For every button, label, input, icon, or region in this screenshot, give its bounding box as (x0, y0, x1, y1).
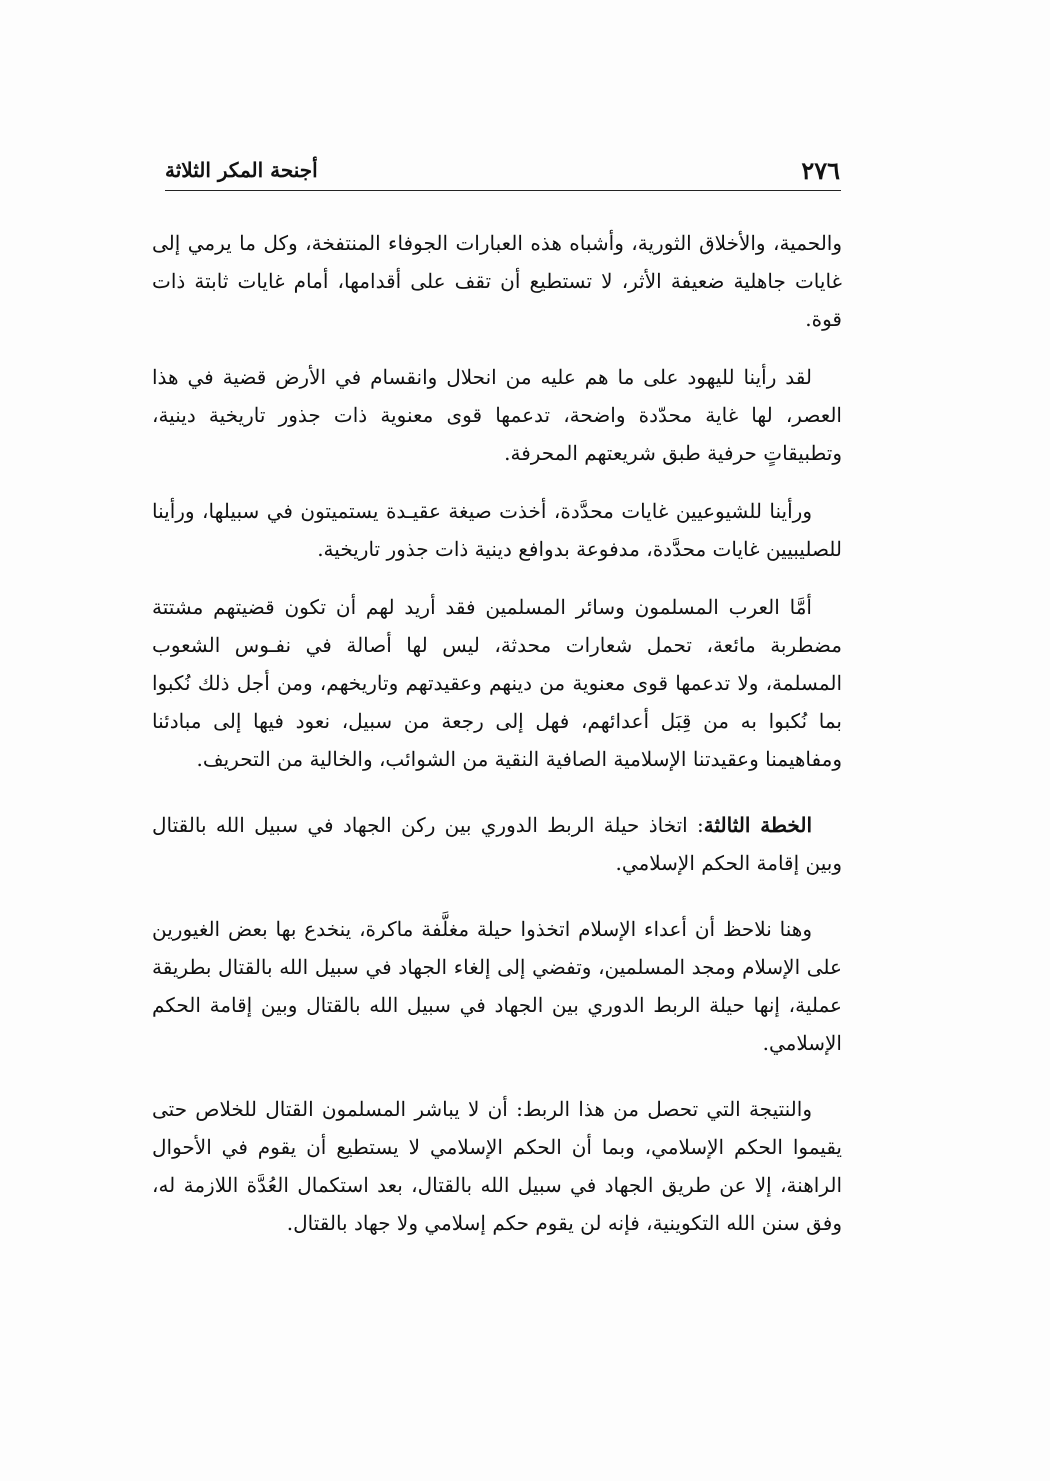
page-number: ٢٧٦ (801, 156, 840, 185)
section-heading (152, 806, 842, 882)
header-divider (165, 190, 841, 191)
paragraph-4: أمَّا العرب المسلمون وسائر المسلمين فقد أريد لهم أن تكون قضيتهم مشتتة مضطربة مائعة، تحمل شعارات محدثة، ليس لها أصالة في نفـوس الشعوب المسلمة، ولا تدعمها قوى معنوية من دينهم وعقيدتهم وتاريخهم، ومن أجل ذلك نُكبوا بما نُكبوا به من قِبَل أعدائهم، فهل إلى رجعة من سبيل، نعود فيها إلى مبادئنا ومفاهيمنا وعقيدتنا الإسلامية الصافية النقية من الشوائب، والخالية من التحريف. (152, 595, 842, 771)
paragraph-1: والحمية، والأخلاق الثورية، وأشباه هذه العبارات الجوفاء المنتفخة، وكل ما يرمي إلى غايات جاهلية ضعيفة الأثر، لا تستطيع أن تقف على أقدامها، أمام غايات ثابتة ذات قوة. (152, 231, 842, 331)
page-header (165, 152, 840, 188)
body-text (152, 224, 842, 1262)
section-text: : اتخاذ حيلة الربط الدوري بين ركن الجهاد في سبيل الله بالقتال وبين إقامة الحكم الإسلامي. (152, 813, 842, 875)
paragraph-6: والنتيجة التي تحصل من هذا الربط: أن لا يباشر المسلمون القتال للخلاص حتى يقيموا الحكم الإسلامي، وبما أن الحكم الإسلامي لا يستطيع أن يقوم في الأحوال الراهنة، إلا عن طريق الجهاد في سبيل الله بالقتال، بعد استكمال العُدَّة اللازمة له، وفق سنن الله التكوينية، فإنه لن يقوم حكم إسلامي ولا جهاد بالقتال. (152, 1097, 843, 1235)
paragraph-5: وهنا نلاحظ أن أعداء الإسلام اتخذوا حيلة مغلَّفة ماكرة، ينخدع بها بعض الغيورين على الإسلام ومجد المسلمين، وتفضي إلى إلغاء الجهاد في سبيل الله بالقتال بطريقة عملية، إنها حيلة الربط الدوري بين الجهاد في سبيل الله بالقتال وبين إقامة الحكم الإسلامي. (152, 917, 842, 1055)
running-title: أجنحة المكر الثلاثة (165, 158, 318, 182)
paragraph-3: ورأينا للشيوعيين غايات محدَّدة، أخذت صيغة عقيـدة يستميتون في سبيلها، ورأينا للصليبيين غايات محدَّدة، مدفوعة بدوافع دينية ذات جذور تاريخية. (152, 499, 842, 561)
section-label: الخطة الثالثة (703, 813, 812, 837)
paragraph-2: لقد رأينا لليهود على ما هم عليه من انحلال وانقسام في الأرض قضية في هذا العصر، لها غاية محدّدة واضحة، تدعمها قوى معنوية ذات جذور تاريخية دينية، وتطبيقاتٍ حرفية طبق شريعتهم المحرفة. (152, 365, 842, 465)
